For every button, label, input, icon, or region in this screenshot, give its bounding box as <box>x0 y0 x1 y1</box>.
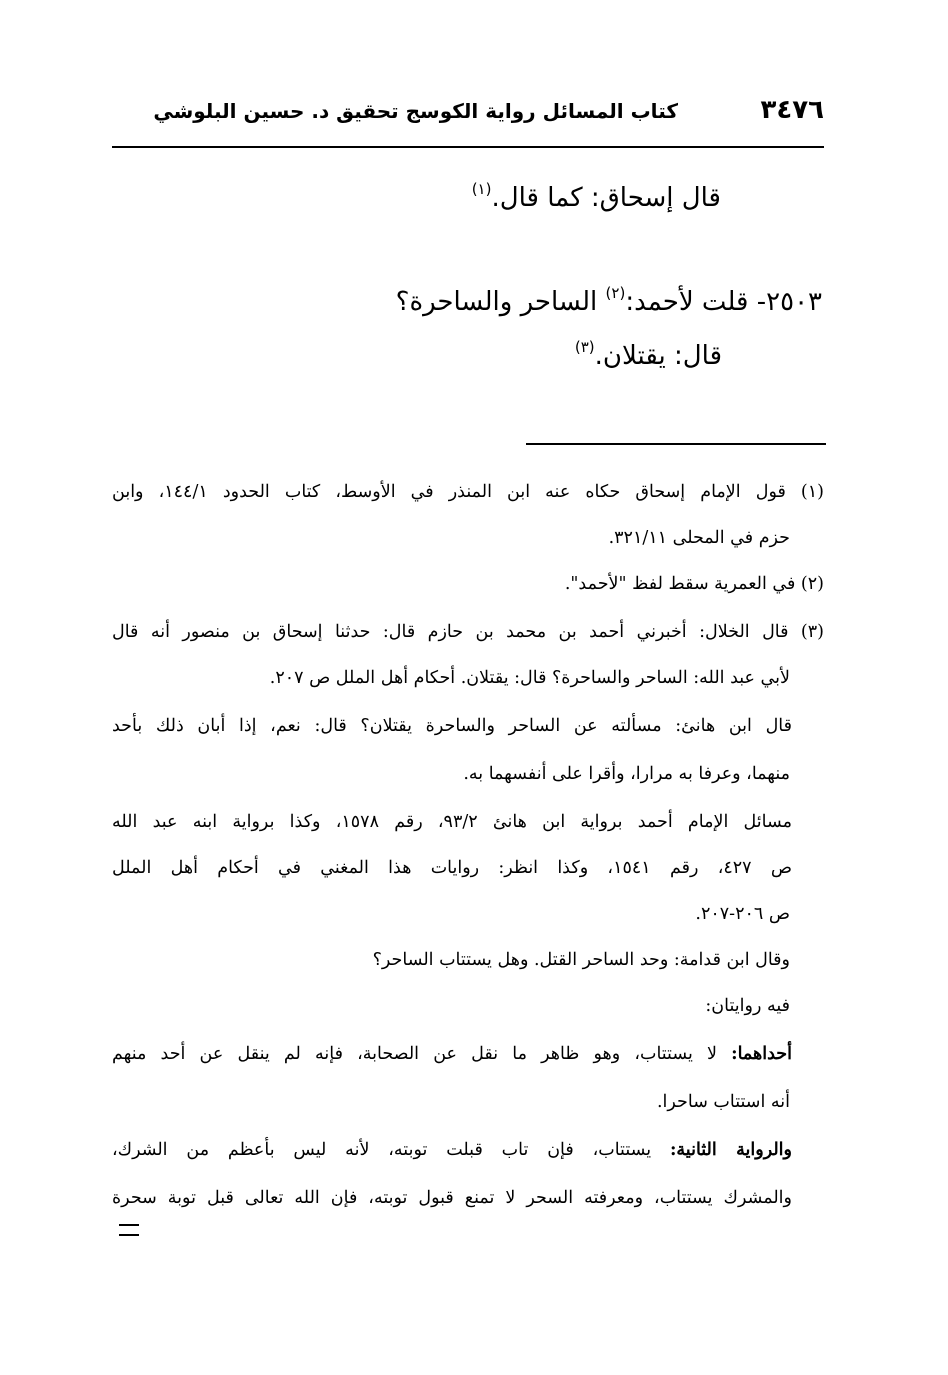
footnote-1-line-2: حزم في المحلى ٣٢١/١١. <box>608 528 790 548</box>
first-narration-text: لا يستتاب، وهو ظاهر ما نقل عن الصحابة، فإنه لم ينقل عن أحد منهم <box>112 1044 732 1064</box>
footnote-3-line-4: منهما، وعرفا به مرارا، وأقرا على أنفسهما به. <box>463 764 790 784</box>
main-line-2-prefix: ٢٥٠٣- قلت لأحمد: <box>625 287 822 317</box>
main-line-2-suffix: الساحر والساحرة؟ <box>395 287 606 317</box>
continuation-mark <box>119 1224 139 1236</box>
footnote-3-line-5: مسائل الإمام أحمد برواية ابن هانئ ٩٣/٢، رقم ١٥٧٨، وكذا برواية ابنه عبد الله <box>112 812 792 832</box>
footnote-3-line-2: لأبي عبد الله: الساحر والساحرة؟ قال: يقتلان. أحكام أهل الملل ص ٢٠٧. <box>269 668 790 688</box>
main-line-1-text: قال إسحاق: كما قال. <box>491 183 721 213</box>
footnote-1-line-1: (١) قول الإمام إسحاق حكاه عنه ابن المنذر في الأوسط، كتاب الحدود ١٤٤/١، وابن <box>112 482 824 502</box>
main-text-line-1 <box>472 180 721 213</box>
footnote-ref-3: (٣) <box>574 338 595 356</box>
footnote-3-line-3: قال ابن هانئ: مسألته عن الساحر والساحرة يقتلان؟ قال: نعم، إذا أبان ذلك بأحد <box>112 716 792 736</box>
footnote-3-line-12 <box>112 1138 792 1162</box>
footnote-3-line-11: أنه استتاب ساحرا. <box>656 1092 790 1112</box>
footnote-ref-2: (٢) <box>605 284 626 302</box>
footnote-3-line-10 <box>112 1042 792 1066</box>
main-text-line-2 <box>396 284 822 317</box>
footnote-3-line-13: والمشرك يستتاب، ومعرفته السحر لا تمنع قبول توبته، فإن الله تعالى قبل توبة سحرة <box>112 1188 792 1208</box>
footnote-3-line-7: ص ٢٠٦-٢٠٧. <box>695 904 790 924</box>
first-narration-label: أحداهما: <box>731 1044 792 1064</box>
footnote-3-line-9: فيه روايتان: <box>705 996 790 1016</box>
footnote-3-line-8: وقال ابن قدامة: وحد الساحر القتل. وهل يستتاب الساحر؟ <box>372 950 790 970</box>
page-number: ٣٤٧٦ <box>760 95 824 125</box>
footnote-divider <box>526 443 826 445</box>
main-line-3-text: قال: يقتلان. <box>594 341 722 371</box>
second-narration-label: والرواية الثانية: <box>669 1140 792 1160</box>
footnote-3-line-6: ص ٤٢٧، رقم ١٥٤١، وكذا انظر: روايات هذا المغني في أحكام أهل الملل <box>112 858 792 878</box>
footnote-2: (٢) في العمرية سقط لفظ "لأحمد". <box>564 574 824 594</box>
page-header <box>112 95 824 137</box>
running-title: كتاب المسائل رواية الكوسج تحقيق د. حسين البلوشي <box>153 99 678 123</box>
footnote-3-line-1: (٣) قال الخلال: أخبرني أحمد بن محمد بن حازم قال: حدثنا إسحاق بن منصور أنه قال <box>112 622 824 642</box>
footnote-ref-1: (١) <box>471 180 492 198</box>
main-text-line-3 <box>575 338 722 371</box>
second-narration-text: يستتاب، فإن تاب قبلت توبته، لأنه ليس بأعظم من الشرك، <box>112 1140 670 1160</box>
header-divider <box>112 146 824 148</box>
